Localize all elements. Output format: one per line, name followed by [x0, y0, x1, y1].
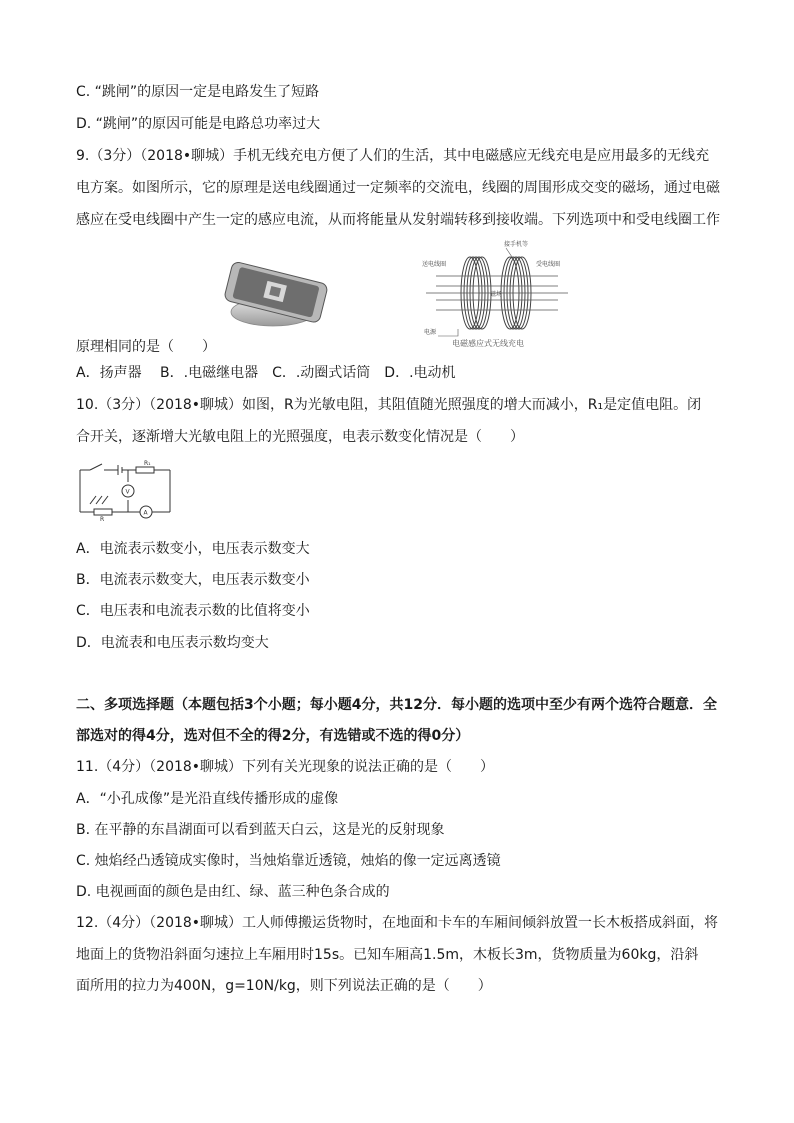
coil-label-send: 送电线圈	[422, 261, 447, 268]
q12-stem-line-3: 面所用的拉力为400N，g=10N/kg，则下列说法正确的是（ ）	[76, 978, 492, 994]
q10-stem-line-2: 合开关，逐渐增大光敏电阻上的光照强度，电表示数变化情况是（ ）	[76, 429, 524, 445]
q9-figure-caption: 电磁感应式无线充电	[452, 339, 524, 348]
q10-option-c: C．电压表和电流表示数的比值将变小	[76, 603, 310, 619]
coil-label-magnet: 磁场	[490, 291, 503, 298]
q12-stem-line-1: 12.（4分）（2018•聊城）工人师傅搬运货物时，在地面和卡车的车厢间倾斜放置一长木板搭成斜面，将	[76, 915, 719, 931]
q11-option-b: B. 在平静的东昌湖面可以看到蓝天白云，这是光的反射现象	[76, 822, 445, 838]
label-a: A	[143, 509, 148, 517]
q10-stem-line-1: 10.（3分）（2018•聊城）如图，R为光敏电阻，其阻值随光照强度的增大而减小，R₁是定值电阻。闭	[76, 397, 702, 413]
q10-option-d: D．电流表和电压表示数均变大	[76, 635, 269, 651]
coil-label-receive: 受电线圈	[536, 261, 561, 268]
label-v: V	[125, 488, 130, 496]
circuit-diagram	[76, 460, 176, 522]
q12-stem-line-2: 地面上的货物沿斜面匀速拉上车厢用时15s。已知车厢高1.5m，木板长3m，货物质量为60kg，沿斜	[76, 947, 699, 963]
q11-option-c: C. 烛焰经凸透镜成实像时，当烛焰靠近透镜，烛焰的像一定远离透镜	[76, 853, 501, 869]
q9-stem-line-1: 9.（3分）（2018•聊城）手机无线充电方便了人们的生活，其中电磁感应无线充电是应用最多的无线充	[76, 148, 710, 164]
section-2-heading-line-2: 部选对的得4分，选对但不全的得2分，有选错或不选的得0分）	[76, 728, 470, 744]
switch	[90, 464, 102, 470]
photoresistor-r	[94, 509, 112, 515]
q8-option-d: D. “跳闸”的原因可能是电路总功率过大	[76, 116, 321, 132]
q9-options: A．扬声器 B．.电磁继电器 C．.动圈式话筒 D．.电动机	[76, 365, 456, 381]
q8-option-c: C. “跳闸”的原因一定是电路发生了短路	[76, 84, 320, 100]
q10-option-a: A．电流表示数变小，电压表示数变大	[76, 541, 310, 557]
q9-stem-line-4: 原理相同的是（ ）	[76, 339, 216, 355]
q9-stem-line-2: 电方案。如图所示，它的原理是送电线圈通过一定频率的交流电，线圈的周围形成交变的磁场，通过电磁	[76, 180, 720, 196]
wireless-coils-figure	[418, 236, 578, 350]
q9-stem-line-3: 感应在受电线圈中产生一定的感应电流，从而将能量从发射端转移到接收端。下列选项中和受电线圈工作	[76, 212, 720, 228]
q11-option-d: D. 电视画面的颜色是由红、绿、蓝三种色条合成的	[76, 884, 390, 900]
label-r: R	[100, 516, 105, 522]
q11-option-a: A．“小孔成像”是光沿直线传播形成的虚像	[76, 791, 339, 807]
q11-stem: 11.（4分）（2018•聊城）下列有关光现象的说法正确的是（ ）	[76, 759, 495, 775]
label-r1: R₁	[144, 460, 151, 467]
section-2-heading-line-1: 二、多项选择题（本题包括3个小题；每小题4分，共12分．每小题的选项中至少有两个选符合题意．全	[76, 697, 717, 713]
coil-label-top: 接手机等	[504, 241, 529, 248]
resistor-r1	[136, 467, 154, 473]
q10-option-b: B．电流表示数变大，电压表示数变小	[76, 572, 310, 588]
phone-charger-figure	[215, 262, 340, 330]
coil-label-power: 电源	[424, 329, 437, 336]
